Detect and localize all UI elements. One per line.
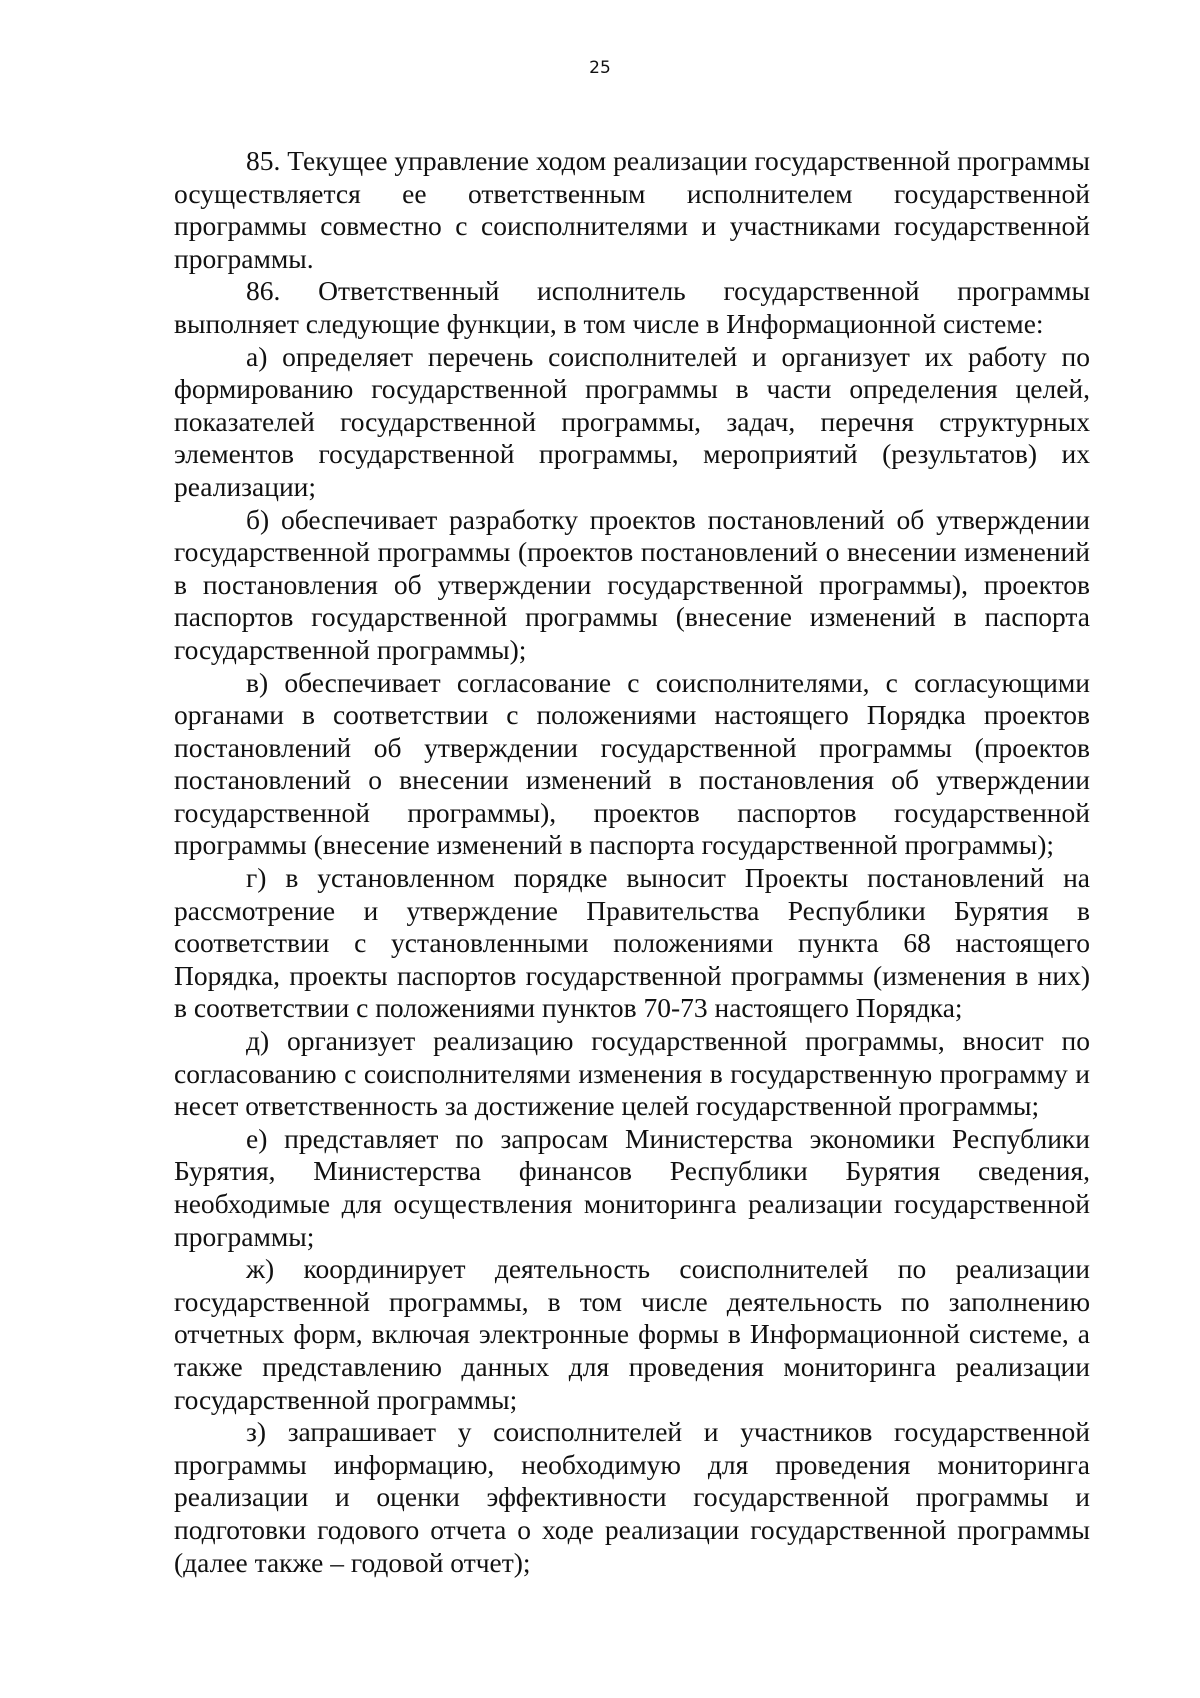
list-item-a: а) определяет перечень соисполнителей и организует их работу по формированию государственной программы в части определения целей, показателей государственной программы, задач, перечня структурных элементов государственной программы, мероприятий (результатов) их реализации; (174, 340, 1090, 502)
page-number: 25 (589, 58, 611, 78)
list-item-z: з) запрашивает у соисполнителей и участников государственной программы информацию, необходимую для проведения мониторинга реализации и оценки эффективности государственной программы и подготовки годового отчета о ходе реализации государственной программы (далее также – годовой отчет); (174, 1416, 1090, 1578)
document-body (174, 145, 1090, 1579)
paragraph-86: 86. Ответственный исполнитель государственной программы выполняет следующие функции, в том числе в Информационной системе: (174, 275, 1090, 339)
list-item-b: б) обеспечивает разработку проектов постановлений об утверждении государственной программы (проектов постановлений о внесении изменений в постановления об утверждении государственной программы), проектов паспортов государственной программы (внесение изменений в паспорта государственной программы); (174, 503, 1090, 665)
list-item-v: в) обеспечивает согласование с соисполнителями, с согласующими органами в соответствии с положениями настоящего Порядка проектов постановлений об утверждении государственной программы (проектов постановлений о внесении изменений в постановления об утверждении государственной программы), проектов паспортов государственной программы (внесение изменений в паспорта государственной программы); (174, 666, 1090, 861)
paragraph-85: 85. Текущее управление ходом реализации государственной программы осуществляется ее ответственным исполнителем государственной программы совместно с соисполнителями и участниками государственной программы. (174, 145, 1090, 274)
list-item-d: д) организует реализацию государственной программы, вносит по согласованию с соисполнителями изменения в государственную программу и несет ответственность за достижение целей государственной программы; (174, 1025, 1090, 1122)
list-item-zh: ж) координирует деятельность соисполнителей по реализации государственной программы, в том числе деятельность по заполнению отчетных форм, включая электронные формы в Информационной системе, а также представлению данных для проведения мониторинга реализации государственной программы; (174, 1253, 1090, 1415)
list-item-e: е) представляет по запросам Министерства экономики Республики Бурятия, Министерства финансов Республики Бурятия сведения, необходимые для осуществления мониторинга реализации государственной программы; (174, 1122, 1090, 1252)
list-item-g: г) в установленном порядке выносит Проекты постановлений на рассмотрение и утверждение Правительства Республики Бурятия в соответствии с установленными положениями пункта 68 настоящего Порядка, проекты паспортов государственной программы (изменения в них) в соответствии с положениями пунктов 70-73 настоящего Порядка; (174, 862, 1090, 1024)
